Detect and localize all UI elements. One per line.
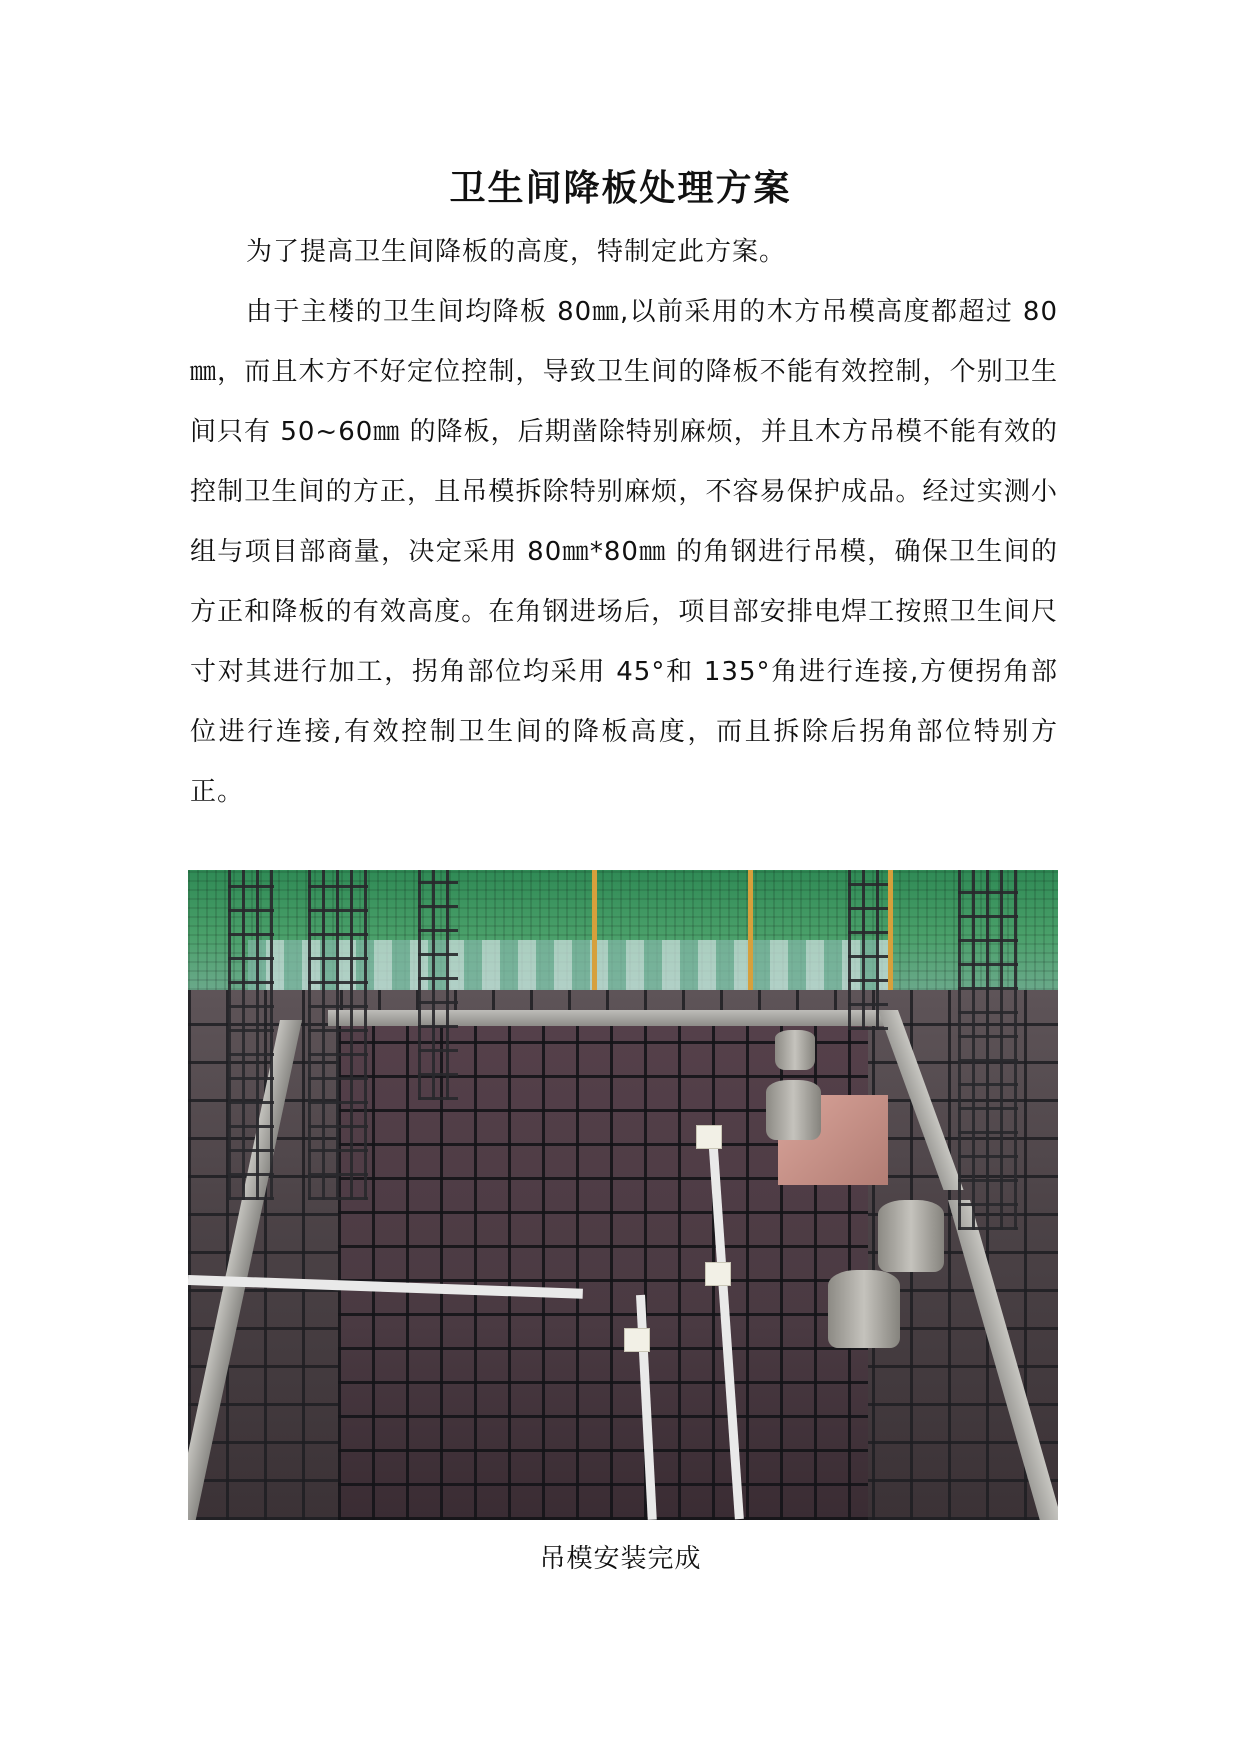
document-title: 卫生间降板处理方案 [449,167,792,209]
rebar-column [308,870,368,1200]
body-paragraph: 由于主楼的卫生间均降板 80㎜,以前采用的木方吊模高度都超过 80㎜，而且木方不好定位控制，导致卫生间的降板不能有效控制，个别卫生间只有 50~60㎜ 的降板，后期凿除特别麻烦，并且木方吊模不能有效的控制卫生间的方正，且吊模拆除特别麻烦，不容易保护成品。经过实测小组与项目部商量，决定采用 80㎜*80㎜ 的角钢进行吊模，确保卫生间的方正和降板的有效高度。在角钢进场后，项目部安排电焊工按照卫生间尺寸对其进行加工，拐角部位均采用 45°和 135°角进行连接,方便拐角部位进行连接,有效控制卫生间的降板高度，而且拆除后拐角部位特别方正。 [190,297,1058,807]
rebar-column [228,870,274,1200]
angle-steel-frame-top [328,1010,888,1026]
pipe-sleeve-bucket [766,1080,821,1140]
junction-box [705,1262,731,1286]
construction-photo [188,870,1058,1520]
pipe-sleeve-bucket [878,1200,944,1272]
figure-caption: 吊模安装完成 [539,1544,702,1574]
junction-box [624,1328,650,1352]
intro-paragraph: 为了提高卫生间降板的高度，特制定此方案。 [246,237,787,267]
rebar-column [848,870,888,1030]
pipe-sleeve-bucket [775,1030,815,1070]
rebar-column [958,870,1018,1230]
rebar-column [418,870,458,1100]
junction-box [696,1125,722,1149]
pipe-sleeve-bucket [828,1270,900,1348]
